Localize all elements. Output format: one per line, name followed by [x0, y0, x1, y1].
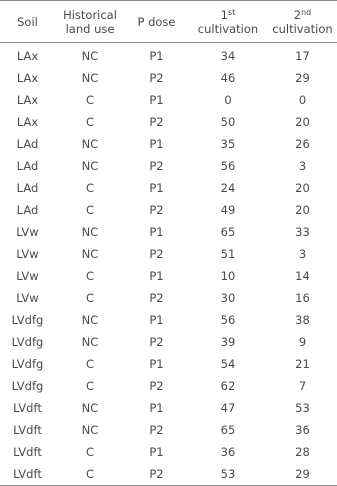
- cell-first-cultivation: 46: [220, 71, 236, 85]
- cell-p-dose: P2: [149, 335, 164, 349]
- header-first-word: cultivation: [197, 21, 259, 36]
- cell-first-cultivation: 50: [220, 115, 236, 129]
- table-row: [0, 397, 337, 419]
- cell-p-dose: P1: [149, 269, 164, 283]
- table-row: [0, 133, 337, 155]
- cell-first-cultivation: 65: [220, 423, 236, 437]
- cell-first-cultivation: 39: [220, 335, 236, 349]
- cell-first-cultivation: 47: [220, 401, 236, 415]
- table-row: [0, 309, 337, 331]
- header-first-number: 1: [220, 7, 228, 22]
- table-row: [0, 353, 337, 375]
- cell-land-use: C: [85, 291, 95, 305]
- table-row: [0, 221, 337, 243]
- cell-second-cultivation: 20: [295, 203, 310, 217]
- cell-second-cultivation: 7: [298, 379, 307, 393]
- table-row: [0, 43, 337, 68]
- cell-first-cultivation: 30: [220, 291, 236, 305]
- cell-soil: LAd: [16, 159, 39, 173]
- cell-second-cultivation: 26: [295, 137, 310, 151]
- cell-soil: LVdft: [13, 445, 42, 459]
- table-row: [0, 265, 337, 287]
- cell-land-use: C: [85, 203, 95, 217]
- cell-soil: LVw: [16, 247, 39, 261]
- table-row: [0, 177, 337, 199]
- header-soil: [0, 1, 55, 43]
- cell-soil: LVw: [16, 225, 39, 239]
- cell-first-cultivation: 36: [220, 445, 236, 459]
- cell-p-dose: P2: [149, 379, 164, 393]
- cell-land-use: C: [85, 93, 95, 107]
- cell-p-dose: P1: [149, 137, 164, 151]
- cell-land-use: NC: [81, 137, 99, 151]
- cell-second-cultivation: 0: [298, 93, 307, 107]
- cell-p-dose: P2: [149, 71, 164, 85]
- cell-second-cultivation: 14: [295, 269, 310, 283]
- cell-p-dose: P1: [149, 49, 164, 63]
- cell-second-cultivation: 36: [295, 423, 310, 437]
- cell-land-use: NC: [81, 401, 99, 415]
- table-header: [0, 1, 337, 43]
- header-second-word: cultivation: [272, 21, 333, 36]
- table-row: [0, 111, 337, 133]
- cell-second-cultivation: 38: [295, 313, 310, 327]
- cell-second-cultivation: 53: [295, 401, 310, 415]
- cell-p-dose: P1: [149, 357, 164, 371]
- cell-land-use: NC: [81, 313, 99, 327]
- cell-second-cultivation: 9: [298, 335, 307, 349]
- cell-land-use: NC: [81, 335, 99, 349]
- cell-soil: LVdft: [13, 467, 42, 481]
- cell-second-cultivation: 29: [295, 71, 310, 85]
- cell-land-use: C: [85, 115, 95, 129]
- header-row: [0, 1, 337, 43]
- cell-p-dose: P1: [149, 313, 164, 327]
- cell-soil: LAx: [16, 49, 39, 63]
- cell-soil: LVw: [16, 269, 39, 283]
- cell-p-dose: P2: [149, 203, 164, 217]
- cell-soil: LVdft: [13, 423, 42, 437]
- cell-second-cultivation: 21: [295, 357, 310, 371]
- cell-land-use: NC: [81, 49, 99, 63]
- cell-land-use: NC: [81, 423, 99, 437]
- cell-first-cultivation: 65: [220, 225, 236, 239]
- cell-second-cultivation: 29: [295, 467, 310, 481]
- cell-land-use: NC: [81, 225, 99, 239]
- cell-p-dose: P1: [149, 181, 164, 195]
- cell-first-cultivation: 62: [220, 379, 236, 393]
- cell-second-cultivation: 16: [295, 291, 310, 305]
- cell-soil: LAx: [16, 71, 39, 85]
- cell-p-dose: P2: [149, 247, 164, 261]
- table-row: [0, 199, 337, 221]
- cell-soil: LVdfg: [11, 357, 44, 371]
- header-second-cultivation: [268, 1, 337, 43]
- cell-land-use: C: [85, 467, 95, 481]
- cell-first-cultivation: 54: [220, 357, 236, 371]
- cell-soil: LVdfg: [11, 379, 44, 393]
- table-row: [0, 375, 337, 397]
- cell-p-dose: P2: [149, 159, 164, 173]
- table-row: [0, 419, 337, 441]
- cell-first-cultivation: 51: [220, 247, 236, 261]
- cell-first-cultivation: 0: [224, 93, 232, 107]
- header-first-suffix: st: [228, 7, 236, 17]
- table-row: [0, 243, 337, 265]
- cell-soil: LVdft: [13, 401, 42, 415]
- table-row: [0, 287, 337, 309]
- table-row: [0, 441, 337, 463]
- cell-p-dose: P2: [149, 467, 164, 481]
- cell-p-dose: P1: [149, 445, 164, 459]
- cell-land-use: C: [85, 379, 95, 393]
- header-land-use-line2: land use: [65, 21, 115, 36]
- cell-land-use: C: [85, 269, 95, 283]
- cell-second-cultivation: 20: [295, 181, 310, 195]
- cell-first-cultivation: 34: [220, 49, 236, 63]
- cell-land-use: C: [85, 181, 95, 195]
- table-row: [0, 155, 337, 177]
- cell-p-dose: P1: [149, 401, 164, 415]
- cell-soil: LVdfg: [11, 313, 44, 327]
- cell-soil: LAd: [16, 137, 39, 151]
- cell-first-cultivation: 35: [220, 137, 236, 151]
- cell-second-cultivation: 28: [295, 445, 310, 459]
- cell-soil: LVw: [16, 291, 39, 305]
- table-row: [0, 331, 337, 353]
- cell-first-cultivation: 24: [220, 181, 236, 195]
- cell-first-cultivation: 56: [220, 159, 236, 173]
- cell-land-use: NC: [81, 247, 99, 261]
- header-first-cultivation: [188, 1, 268, 43]
- cell-first-cultivation: 53: [220, 467, 236, 481]
- cell-second-cultivation: 17: [295, 49, 310, 63]
- table-body: [0, 43, 337, 486]
- header-p-dose: [125, 1, 188, 43]
- header-soil-label: Soil: [17, 14, 38, 29]
- cell-second-cultivation: 33: [295, 225, 310, 239]
- cell-soil: LAd: [16, 181, 39, 195]
- header-second-number: 2: [293, 7, 302, 22]
- cell-land-use: C: [85, 357, 95, 371]
- cell-land-use: NC: [81, 159, 99, 173]
- cell-p-dose: P2: [149, 291, 164, 305]
- table-row: [0, 89, 337, 111]
- cell-first-cultivation: 49: [220, 203, 236, 217]
- cell-second-cultivation: 3: [298, 247, 307, 261]
- cell-land-use: NC: [81, 71, 99, 85]
- header-p-dose-label: P dose: [137, 14, 176, 29]
- cell-soil: LAx: [16, 115, 39, 129]
- cell-second-cultivation: 3: [298, 159, 307, 173]
- cell-p-dose: P2: [149, 115, 164, 129]
- cell-p-dose: P2: [149, 423, 164, 437]
- header-second-suffix: nd: [301, 7, 312, 17]
- cell-land-use: C: [85, 445, 95, 459]
- header-land-use: [55, 1, 125, 43]
- cell-soil: LAx: [16, 93, 39, 107]
- cell-soil: LVdfg: [11, 335, 44, 349]
- cell-p-dose: P1: [149, 93, 164, 107]
- cell-second-cultivation: 20: [295, 115, 310, 129]
- cell-first-cultivation: 56: [220, 313, 236, 327]
- table-row: [0, 463, 337, 486]
- cell-soil: LAd: [16, 203, 39, 217]
- table-row: [0, 67, 337, 89]
- cell-p-dose: P1: [149, 225, 164, 239]
- cell-first-cultivation: 10: [220, 269, 236, 283]
- header-land-use-line1: Historical: [63, 7, 117, 22]
